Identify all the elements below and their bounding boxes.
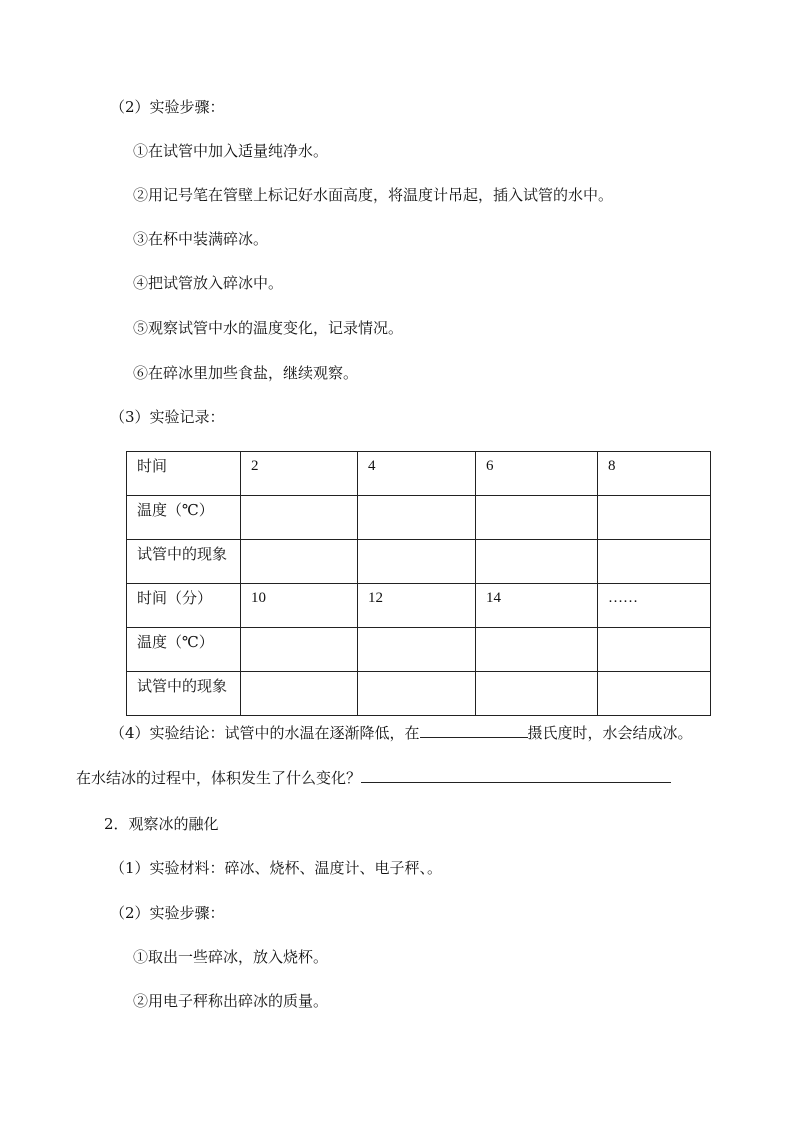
section2-title: 2．观察冰的融化 bbox=[104, 815, 219, 833]
conclusion-text-2: 摄氏度时，水会结成冰。 bbox=[527, 724, 693, 742]
table-cell bbox=[358, 672, 476, 716]
answer-blank-volume[interactable] bbox=[361, 768, 671, 783]
step3-heading: （3）实验记录： bbox=[110, 408, 225, 426]
section2-step-1: ①取出一些碎冰，放入烧杯。 bbox=[133, 948, 329, 966]
table-cell bbox=[241, 672, 358, 716]
table-cell bbox=[476, 496, 598, 540]
table-cell bbox=[476, 672, 598, 716]
table-row bbox=[127, 672, 711, 716]
record-table bbox=[126, 451, 711, 716]
table-row bbox=[127, 584, 711, 628]
table-cell bbox=[241, 540, 358, 584]
table-cell bbox=[358, 628, 476, 672]
table-cell: 试管中的现象 bbox=[127, 540, 241, 584]
step-3: ③在杯中装满碎冰。 bbox=[133, 230, 269, 248]
section2-step-heading: （2）实验步骤： bbox=[110, 904, 225, 922]
table-cell bbox=[598, 540, 711, 584]
table-cell bbox=[358, 540, 476, 584]
table-cell: 8 bbox=[598, 452, 711, 496]
conclusion-text-1: （4）实验结论：试管中的水温在逐渐降低，在 bbox=[110, 724, 420, 742]
table-cell bbox=[241, 496, 358, 540]
conclusion-line bbox=[110, 723, 693, 743]
table-cell bbox=[241, 628, 358, 672]
section2-step-2: ②用电子秤称出碎冰的质量。 bbox=[133, 992, 329, 1010]
table-cell: 时间 bbox=[127, 452, 241, 496]
table-cell: 14 bbox=[476, 584, 598, 628]
step2-heading: （2）实验步骤： bbox=[110, 98, 225, 116]
question-text: 在水结冰的过程中，体积发生了什么变化？ bbox=[76, 769, 362, 787]
step-2: ②用记号笔在管壁上标记好水面高度，将温度计吊起，插入试管的水中。 bbox=[133, 186, 614, 204]
step-1: ①在试管中加入适量纯净水。 bbox=[133, 142, 329, 160]
table-cell: 2 bbox=[241, 452, 358, 496]
table-cell: 4 bbox=[358, 452, 476, 496]
step-5: ⑤观察试管中水的温度变化，记录情况。 bbox=[133, 319, 404, 337]
table-cell bbox=[598, 628, 711, 672]
table-cell: 时间（分） bbox=[127, 584, 241, 628]
table-row bbox=[127, 452, 711, 496]
question-line bbox=[76, 768, 671, 788]
table-cell bbox=[476, 628, 598, 672]
table-cell: 6 bbox=[476, 452, 598, 496]
table-cell bbox=[598, 672, 711, 716]
table-cell: 试管中的现象 bbox=[127, 672, 241, 716]
step-6: ⑥在碎冰里加些食盐，继续观察。 bbox=[133, 364, 359, 382]
table-cell: 10 bbox=[241, 584, 358, 628]
table-cell: 12 bbox=[358, 584, 476, 628]
materials-line: （1）实验材料：碎冰、烧杯、温度计、电子秤、。 bbox=[110, 859, 443, 877]
table-cell: 温度（℃） bbox=[127, 496, 241, 540]
table-cell bbox=[598, 496, 711, 540]
table-row bbox=[127, 628, 711, 672]
table-cell: …… bbox=[598, 584, 711, 628]
step-4: ④把试管放入碎冰中。 bbox=[133, 274, 284, 292]
answer-blank-temperature[interactable] bbox=[420, 723, 528, 738]
table-row bbox=[127, 496, 711, 540]
table-cell: 温度（℃） bbox=[127, 628, 241, 672]
table-cell bbox=[476, 540, 598, 584]
table-cell bbox=[358, 496, 476, 540]
table-row bbox=[127, 540, 711, 584]
